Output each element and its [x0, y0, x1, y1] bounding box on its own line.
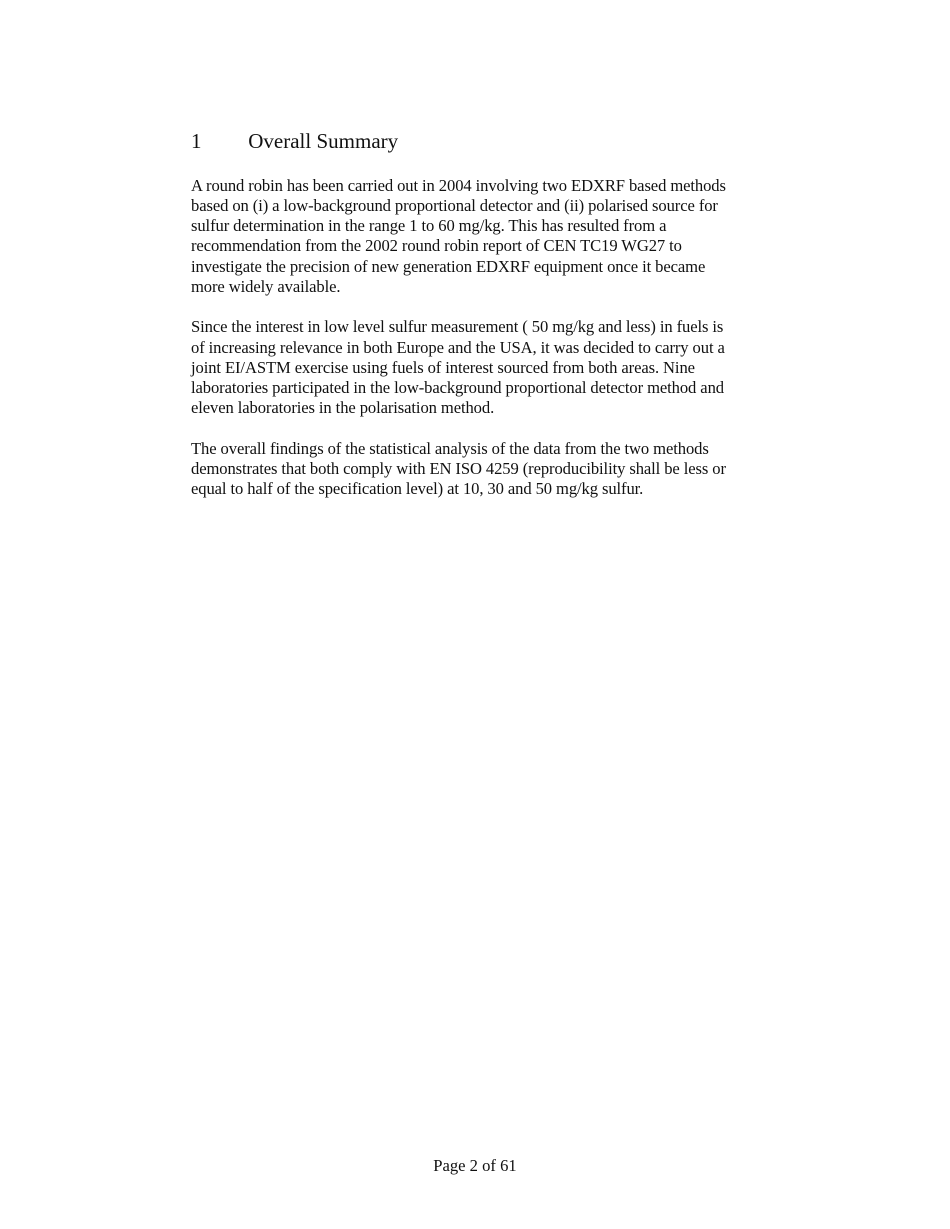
paragraph-line: equal to half of the specification level) at 10, 30 and 50 mg/kg sulfur.: [191, 479, 644, 498]
paragraph-line: eleven laboratories in the polarisation method.: [191, 398, 495, 417]
paragraph-line: sulfur determination in the range 1 to 60 mg/kg. This has resulted from a: [191, 216, 667, 235]
paragraph-line: demonstrates that both comply with EN ISO 4259 (reproducibility shall be less or: [191, 459, 726, 478]
paragraph-line: A round robin has been carried out in 2004 involving two EDXRF based methods: [191, 176, 726, 195]
paragraph-line: investigate the precision of new generation EDXRF equipment once it became: [191, 257, 706, 276]
paragraph-line: Since the interest in low level sulfur measurement ( 50 mg/kg and less) in fuels is: [191, 317, 724, 336]
paragraph-line: of increasing relevance in both Europe and the USA, it was decided to carry out a: [191, 338, 725, 357]
section-number: 1: [191, 129, 202, 153]
paragraph-line: joint EI/ASTM exercise using fuels of interest sourced from both areas. Nine: [191, 358, 695, 377]
page-number: Page 2 of 61: [433, 1156, 517, 1175]
paragraph-line: based on (i) a low-background proportional detector and (ii) polarised source for: [191, 196, 718, 215]
paragraph-line: laboratories participated in the low-background proportional detector method and: [191, 378, 724, 397]
paragraph-line: recommendation from the 2002 round robin report of CEN TC19 WG27 to: [191, 236, 682, 255]
paragraph-line: The overall findings of the statistical analysis of the data from the two methods: [191, 439, 709, 458]
paragraph-line: more widely available.: [191, 277, 341, 296]
section-heading: [191, 127, 398, 155]
section-title: Overall Summary: [248, 129, 399, 153]
